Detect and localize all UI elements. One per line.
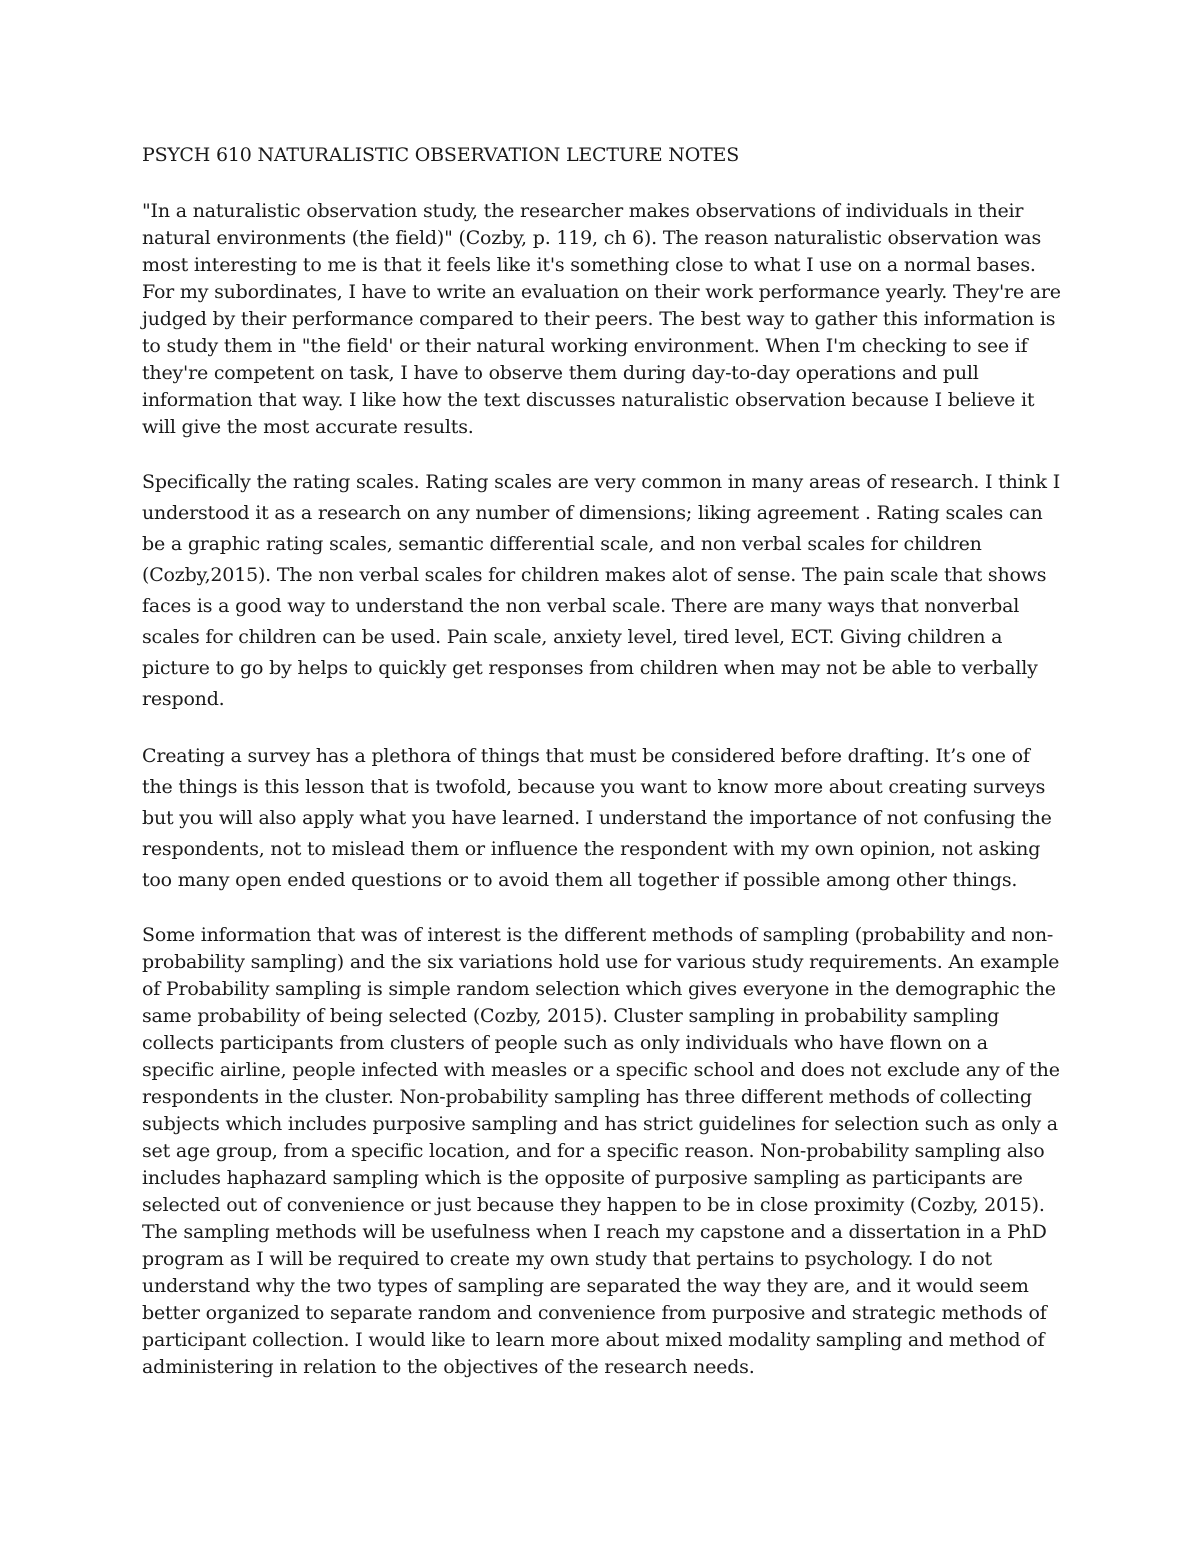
paragraph-sampling-methods: Some information that was of interest is the different methods of sampling (probability and non-probability sampling) and the six variations hold use for various study requirements. An example of Probability sampling is simple random selection which gives everyone in the demographic the same probability of being selected (Cozby, 2015). Cluster sampling in probability sampling collects participants from clusters of people such as only individuals who have flown on a specific airline, people infected with measles or a specific school and does not exclude any of the respondents in the cluster. Non-probability sampling has three different methods of collecting subjects which includes purposive sampling and has strict guidelines for selection such as only a set age group, from a specific location, and for a specific reason. Non-probability sampling also includes haphazard sampling which is the opposite of purposive sampling as participants are selected out of convenience or just because they happen to be in close proximity (Cozby, 2015). The sampling methods will be usefulness when I reach my capstone and a dissertation in a PhD program as I will be required to create my own study that pertains to psychology. I do not understand why the two types of sampling are separated the way they are, and it would seem better organized to separate random and convenience from purposive and strategic methods of participant collection. I would like to learn more about mixed modality sampling and method of administering in relation to the objectives of the research needs. — [142, 924, 1060, 1378]
paragraph-rating-scales: Specifically the rating scales. Rating scales are very common in many areas of research. I think I understood it as a research on any number of dimensions; liking agreement . Rating scales can be a graphic rating scales, semantic differential scale, and non verbal scales for children (Cozby,2015). The non verbal scales for children makes alot of sense. The pain scale that shows faces is a good way to understand the non verbal scale. There are many ways that nonverbal scales for children can be used. Pain scale, anxiety level, tired level, ECT. Giving children a picture to go by helps to quickly get responses from children when may not be able to verbally respond. — [142, 471, 1061, 710]
paragraph-creating-survey: Creating a survey has a plethora of things that must be considered before drafting. It’s one of the things is this lesson that is twofold, because you want to know more about creating surveys but you will also apply what you have learned. I understand the importance of not confusing the respondents, not to mislead them or influence the respondent with my own opinion, not asking too many open ended questions or to avoid them all together if possible among other things. — [142, 745, 1052, 891]
document-title: PSYCH 610 NATURALISTIC OBSERVATION LECTURE NOTES — [142, 144, 740, 166]
document-page — [142, 140, 1062, 1381]
paragraph-naturalistic-observation: "In a naturalistic observation study, the researcher makes observations of individuals in their natural environments (the field)" (Cozby, p. 119, ch 6). The reason naturalistic observation was most interesting to me is that it feels like it's something close to what I use on a normal bases. For my subordinates, I have to write an evaluation on their work performance yearly. They're are judged by their performance compared to their peers. The best way to gather this information is to study them in "the field' or their natural working environment. When I'm checking to see if they're competent on task, I have to observe them during day-to-day operations and pull information that way. I like how the text discusses naturalistic observation because I believe it will give the most accurate results. — [142, 200, 1061, 438]
